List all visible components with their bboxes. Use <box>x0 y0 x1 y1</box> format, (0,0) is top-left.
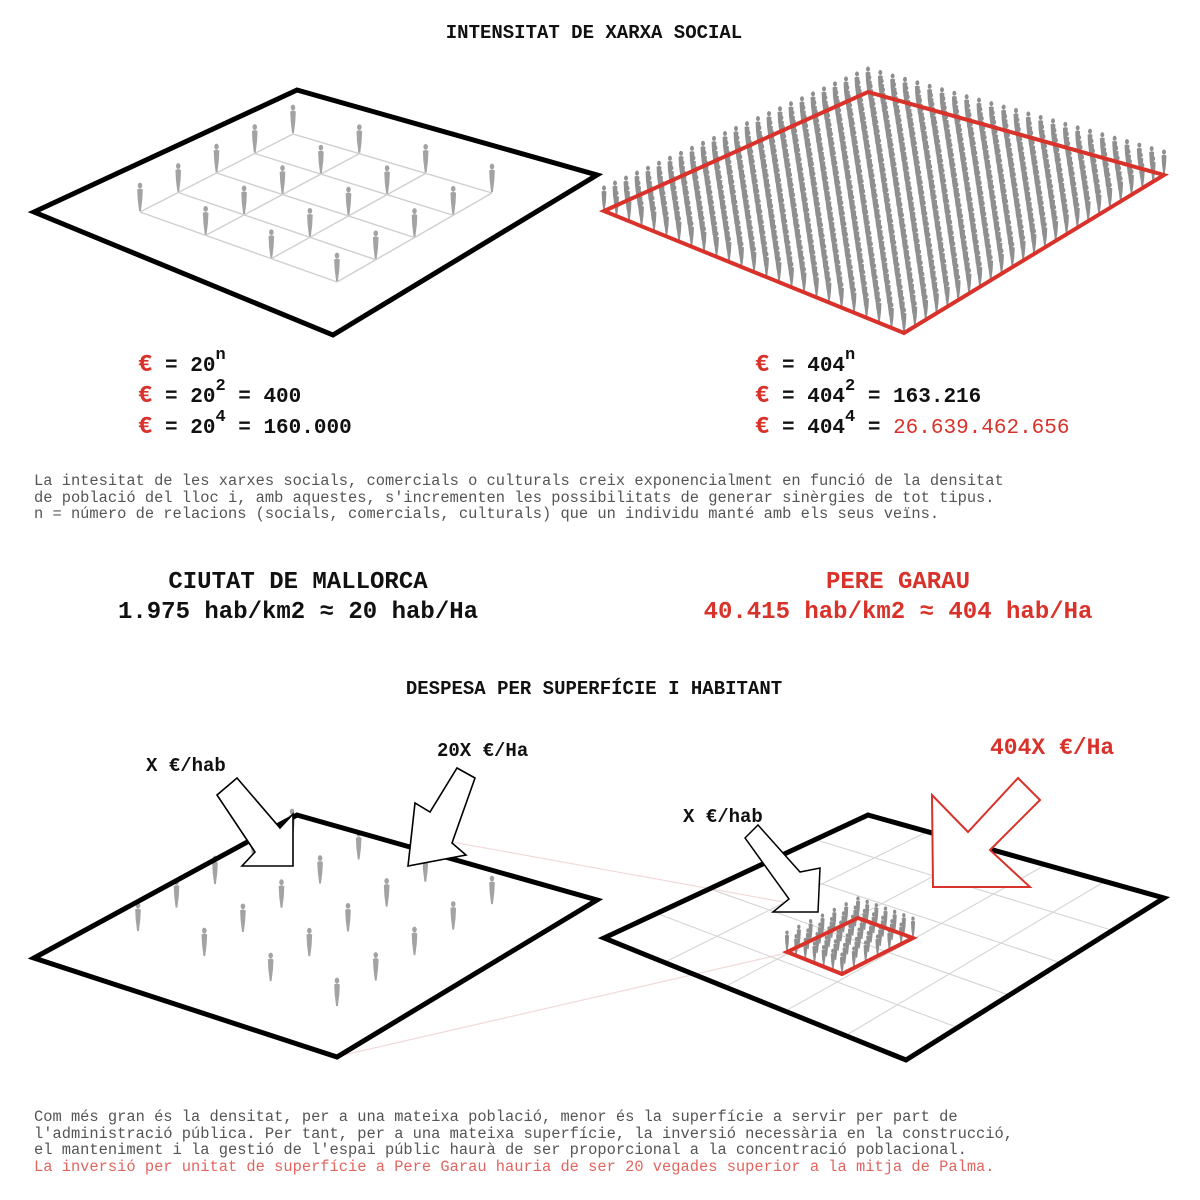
section-title-spending: DESPESA PER SUPERFÍCIE I HABITANT <box>405 678 783 700</box>
formula-row: € = $20^4 = 160.000$ <box>138 408 352 441</box>
formulas-low-density <box>138 346 352 443</box>
city-name: PERE GARAU <box>825 569 971 596</box>
label-cost-per-hectare-right: 404X €/Ha <box>990 735 1115 761</box>
diagram-spending-low-density <box>34 768 597 1057</box>
diagram-high-density <box>602 67 1167 333</box>
formula-row: € = $404^2 = 163.216$ <box>755 377 982 410</box>
formulas-high-density <box>755 346 1070 443</box>
section-title-social-network: INTENSITAT DE XARXA SOCIAL <box>445 22 743 44</box>
city-density: 40.415 hab/km2 ≈ 404 hab/Ha <box>703 599 1093 626</box>
formula-row: € = $20^2 = 400$ <box>138 377 302 410</box>
city-density: 1.975 hab/km2 ≈ 20 hab/Ha <box>117 599 479 626</box>
diagram-low-density <box>34 90 597 335</box>
city-name: CIUTAT DE MALLORCA <box>168 569 428 596</box>
label-cost-per-inhabitant-left: X €/hab <box>146 755 226 777</box>
formula-row: € = $20^n$ <box>138 346 226 379</box>
conclusion-text: La inversió per unitat de superfície a Pere Garau hauria de ser 20 vegades superior a la mitja de Palma. <box>34 1157 995 1176</box>
label-cost-per-inhabitant-right: X €/hab <box>683 806 763 828</box>
explanation-paragraph: La intesitat de les xarxes socials, comercials o culturals creix exponencialment en funció de la densitat de població del lloc i, amb aquestes, s'incrementen les possibilitats de generar sinèrgies de tot tipus. n = número de relacions (socials, comercials, culturals) que un individu manté amb els seus veïns. <box>34 472 1004 523</box>
formula-row: € = $404^4 = 26.639.462.656$ <box>755 408 1070 441</box>
city-pere-garau <box>658 568 1138 628</box>
formula-row: € = $404^n$ <box>755 346 856 379</box>
city-ciutat-de-mallorca <box>58 568 538 628</box>
highlight-result: 26.639.462.656 <box>893 417 1070 440</box>
label-cost-per-hectare-left: 20X €/Ha <box>437 740 529 762</box>
connector-lines <box>335 838 800 1057</box>
spending-paragraph: Com més gran és la densitat, per a una mateixa població, menor és la superfície a servir per part de l'administració pública. Per tant, per a una mateixa superfície, la inversió necessària en la construcció, el manteniment i la gestió de l'espai públic haurà de ser proporcional a la concentració poblacional. La inversió per unitat de superfície a Pere Garau hauria de ser 20 vegades superior a la mitja de Palma. <box>34 1108 1014 1176</box>
